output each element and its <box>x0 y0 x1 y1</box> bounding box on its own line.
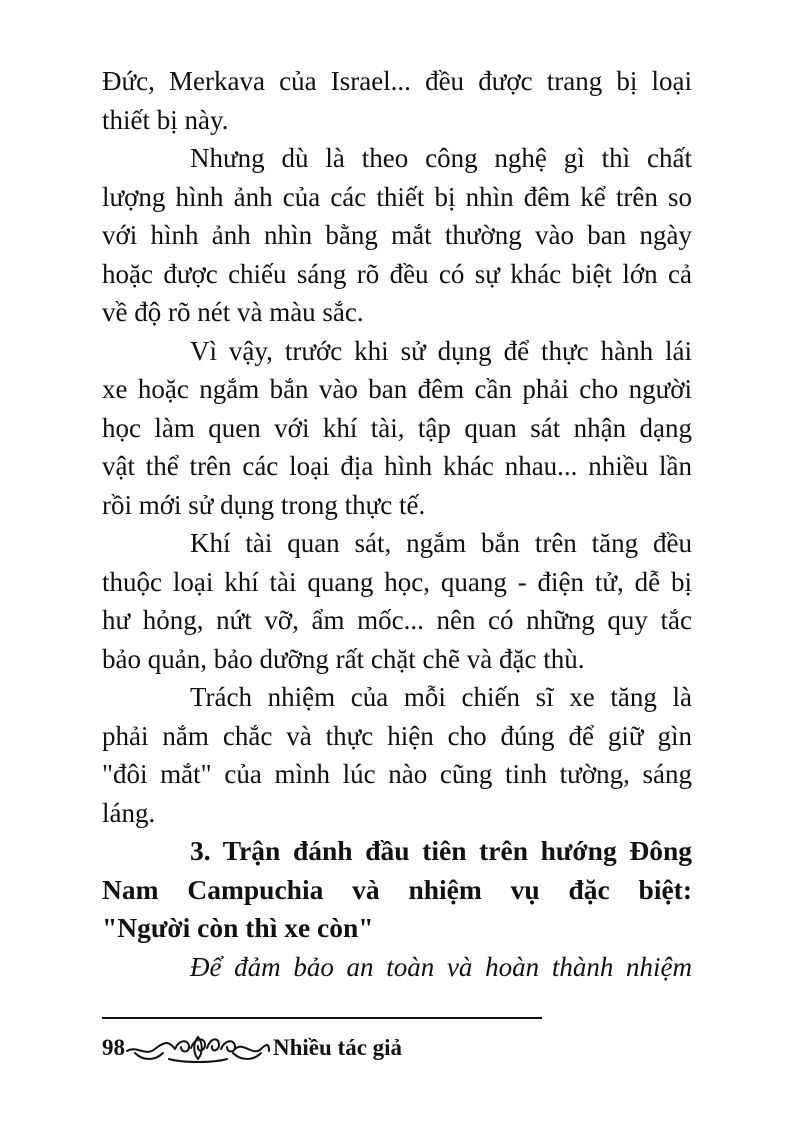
section-heading-line: 3. Trận đánh đầu tiên trên hướng Đông <box>190 835 692 866</box>
section-heading-line: Nam Campuchia và nhiệm vụ đặc biệt: <box>102 873 692 905</box>
text-line: thuộc loại khí tài quang học, quang - điện tử, dễ bị <box>102 566 692 597</box>
text-line: về độ rõ nét và màu sắc. <box>102 297 364 327</box>
text-line: Khí tài quan sát, ngắm bắn trên tăng đều <box>190 528 692 558</box>
text-line: Vì vậy, trước khi sử dụng để thực hành lái <box>190 335 692 366</box>
text-line: với hình ảnh nhìn bằng mắt thường vào ban ngày <box>102 220 692 250</box>
footer-author: Nhiều tác giả <box>273 1035 403 1060</box>
text-line: hư hỏng, nứt vỡ, ẩm mốc... nên có những quy tắc <box>102 605 692 635</box>
section-heading-line: "Người còn thì xe còn" <box>102 912 374 943</box>
text-line: xe hoặc ngắm bắn vào ban đêm cần phải cho người <box>102 374 692 404</box>
decorative-flourish-icon <box>125 1031 271 1065</box>
page-body <box>102 62 692 986</box>
text-line: rồi mới sử dụng trong thực tế. <box>102 489 426 520</box>
page-number: 98 <box>102 1035 125 1060</box>
text-line: học làm quen với khí tài, tập quan sát nhận dạng <box>102 412 692 443</box>
text-line: thiết bị này. <box>102 104 229 135</box>
text-line: láng. <box>102 797 156 828</box>
text-line: Trách nhiệm của mỗi chiến sĩ xe tăng là <box>190 682 692 712</box>
text-line: phải nắm chắc và thực hiện cho đúng để giữ gìn <box>102 720 692 751</box>
text-line: "đôi mắt" của mình lúc nào cũng tinh tường, sáng <box>102 759 692 789</box>
text-line: lượng hình ảnh của các thiết bị nhìn đêm kể trên so <box>102 181 692 212</box>
footer-divider <box>102 1017 542 1019</box>
text-line: vật thể trên các loại địa hình khác nhau... nhiều lần <box>102 451 692 481</box>
text-line: bảo quản, bảo dưỡng rất chặt chẽ và đặc thù. <box>102 643 585 674</box>
italic-text-line: Để đảm bảo an toàn và hoàn thành nhiệm <box>190 951 692 982</box>
text-line: Nhưng dù là theo công nghệ gì thì chất <box>190 143 692 173</box>
text-line: hoặc được chiếu sáng rõ đều có sự khác biệt lớn cả <box>102 258 692 289</box>
page-footer <box>102 1028 402 1068</box>
text-line: Đức, Merkava của Israel... đều được trang bị loại <box>102 66 692 96</box>
